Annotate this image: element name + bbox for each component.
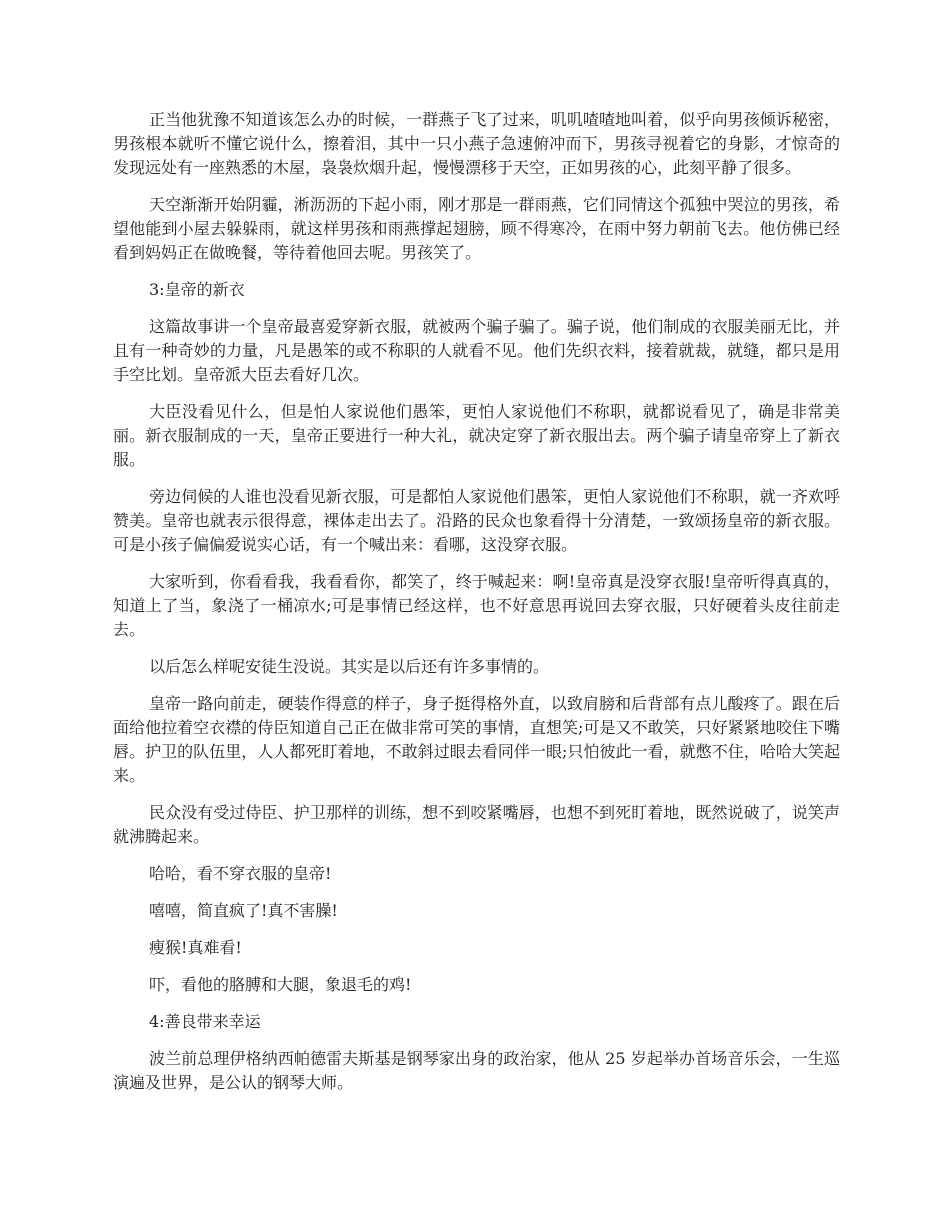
paragraph: 哈哈，看不穿衣服的皇帝! — [149, 864, 332, 883]
paragraph: 嘻嘻，简直疯了!真不害臊! — [149, 901, 338, 920]
paragraph: 瘦猴!真难看! — [149, 938, 242, 957]
paragraph: 这篇故事讲一个皇帝最喜爱穿新衣服，就被两个骗子骗了。骗子说，他们制成的衣服美丽无比，并且有一种奇妙的力量，凡是愚笨的或不称职的人就看不见。他们先织衣料，接着就裁，就缝，都只是用手空比划。皇帝派大臣去看好几次。 — [113, 317, 840, 384]
paragraph: 大家听到，你看看我，我看看你，都笑了，终于喊起来：啊!皇帝真是没穿衣服!皇帝听得真真的，知道上了当，象浇了一桶凉水;可是事情已经这样，也不好意思再说回去穿衣服，只好硬着头皮往前走去。 — [113, 572, 840, 639]
paragraph: 天空渐渐开始阴霾，淅沥沥的下起小雨，刚才那是一群雨燕，它们同情这个孤独中哭泣的男孩，希望他能到小屋去躲躲雨，就这样男孩和雨燕撑起翅膀，顾不得寒冷，在雨中努力朝前飞去。他仿佛已经看到妈妈正在做晚餐，等待着他回去呢。男孩笑了。 — [113, 195, 840, 262]
paragraph: 旁边伺候的人谁也没看见新衣服，可是都怕人家说他们愚笨，更怕人家说他们不称职，就一齐欢呼赞美。皇帝也就表示很得意，裸体走出去了。沿路的民众也象看得十分清楚，一致颂扬皇帝的新衣服。可是小孩子偏偏爱说实心话，有一个喊出来：看哪，这没穿衣服。 — [113, 487, 840, 554]
paragraph: 波兰前总理伊格纳西帕德雷夫斯基是钢琴家出身的政治家，他从 25 岁起举办首场音乐会，一生巡演遍及世界，是公认的钢琴大师。 — [113, 1049, 840, 1092]
paragraph: 吓，看他的胳膊和大腿，象退毛的鸡! — [149, 975, 412, 994]
paragraph: 皇帝一路向前走，硬装作得意的样子，身子挺得格外直，以致肩膀和后背部有点儿酸疼了。跟在后面给他拉着空衣襟的侍臣知道自己正在做非常可笑的事情，直想笑;可是又不敢笑，只好紧紧地咬住下嘴唇。护卫的队伍里，人人都死盯着地，不敢斜过眼去看同伴一眼;只怕彼此一看，就憋不住，哈哈大笑起来。 — [113, 694, 840, 785]
document-page — [113, 108, 840, 1108]
paragraph: 正当他犹豫不知道该怎么办的时候，一群燕子飞了过来，叽叽喳喳地叫着，似乎向男孩倾诉秘密，男孩根本就听不懂它说什么，擦着泪，其中一只小燕子急速俯冲而下，男孩寻视着它的身影，才惊奇的发现远处有一座熟悉的木屋，袅袅炊烟升起，慢慢漂移于天空，正如男孩的心，此刻平静了很多。 — [113, 110, 840, 177]
section-heading: 4:善良带来幸运 — [149, 1012, 261, 1031]
paragraph: 大臣没看见什么，但是怕人家说他们愚笨，更怕人家说他们不称职，就都说看见了，确是非常美丽。新衣服制成的一天，皇帝正要进行一种大礼，就决定穿了新衣服出去。两个骗子请皇帝穿上了新衣服。 — [113, 402, 840, 469]
paragraph: 以后怎么样呢安徒生没说。其实是以后还有许多事情的。 — [149, 657, 550, 676]
section-heading: 3:皇帝的新衣 — [149, 280, 245, 299]
paragraph: 民众没有受过侍臣、护卫那样的训练，想不到咬紧嘴唇，也想不到死盯着地，既然说破了，说笑声就沸腾起来。 — [113, 803, 840, 846]
